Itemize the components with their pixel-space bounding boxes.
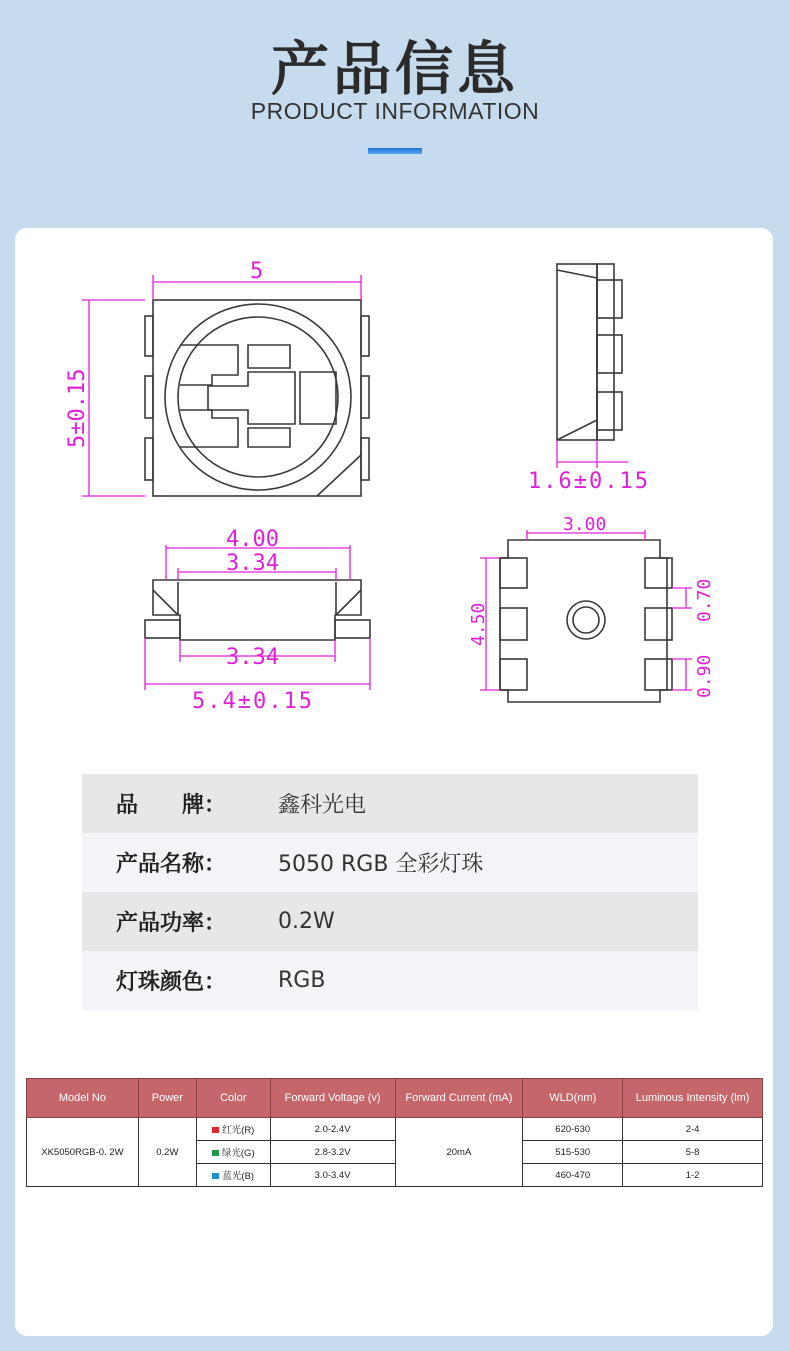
info-row-color — [82, 951, 698, 1010]
blue-swatch-icon — [212, 1173, 219, 1179]
dim-bottom-pad-height: 0.90 — [694, 654, 715, 698]
dim-front-total-width: 5.4±0.15 — [192, 689, 314, 714]
info-row-power — [82, 892, 698, 951]
info-row-brand — [82, 774, 698, 833]
product-info-list — [82, 774, 698, 1010]
color-cell — [196, 1118, 270, 1141]
info-label: 产品名称： — [116, 852, 227, 877]
info-value: 鑫科光电 — [278, 793, 367, 818]
header-cell: Forward Voltage (v) — [270, 1079, 395, 1118]
page-subtitle: PRODUCT INFORMATION — [250, 98, 540, 124]
wld-cell: 620-630 — [523, 1118, 623, 1141]
dim-side-thickness: 1.6±0.15 — [528, 469, 650, 494]
color-label: 蓝光(B) — [222, 1171, 255, 1182]
header-cell: Power — [138, 1079, 196, 1118]
info-label: 灯珠颜色： — [116, 970, 227, 995]
voltage-cell: 2.8-3.2V — [270, 1141, 395, 1164]
info-value: 0.2W — [278, 909, 335, 934]
intensity-cell: 5-8 — [623, 1141, 763, 1164]
info-value: 5050 RGB 全彩灯珠 — [278, 852, 484, 877]
dim-top-height: 5±0.15 — [65, 368, 90, 448]
voltage-cell: 3.0-3.4V — [270, 1164, 395, 1187]
power-cell: 0.2W — [138, 1118, 196, 1187]
color-cell — [196, 1141, 270, 1164]
spec-header-row — [27, 1079, 763, 1118]
dim-front-lens-width: 3.34 — [226, 645, 279, 670]
red-swatch-icon — [212, 1127, 219, 1133]
header-cell: Forward Current (mA) — [395, 1079, 523, 1118]
dim-bottom-pad-span: 3.00 — [563, 514, 607, 535]
voltage-cell: 2.0-2.4V — [270, 1118, 395, 1141]
intensity-cell: 1-2 — [623, 1164, 763, 1187]
color-label: 绿光(G) — [221, 1148, 255, 1159]
green-swatch-icon — [212, 1150, 219, 1156]
wld-cell: 460-470 — [523, 1164, 623, 1187]
header-cell: Color — [196, 1079, 270, 1118]
header-cell: WLD(nm) — [523, 1079, 623, 1118]
dim-bottom-height: 4.50 — [468, 602, 489, 646]
info-label: 产品功率： — [116, 911, 227, 936]
dim-top-width: 5 — [250, 259, 264, 284]
header-cell: Luminous Intensity (lm) — [623, 1079, 763, 1118]
wld-cell: 515-530 — [523, 1141, 623, 1164]
dim-front-top-width: 4.00 — [226, 527, 279, 552]
spec-table — [26, 1078, 763, 1187]
color-cell — [196, 1164, 270, 1187]
header-cell: Model No — [27, 1079, 139, 1118]
dim-bottom-pad-gap: 0.70 — [694, 578, 715, 622]
info-row-name — [82, 833, 698, 892]
color-label: 红光(R) — [222, 1125, 255, 1136]
intensity-cell: 2-4 — [623, 1118, 763, 1141]
current-cell: 20mA — [395, 1118, 523, 1187]
info-label: 品 牌： — [116, 793, 227, 818]
page-title: 产品信息 — [270, 35, 519, 103]
info-value: RGB — [278, 968, 326, 993]
table-row — [27, 1118, 763, 1141]
model-cell: XK5050RGB-0. 2W — [27, 1118, 139, 1187]
dim-front-inner-width: 3.34 — [226, 551, 279, 576]
